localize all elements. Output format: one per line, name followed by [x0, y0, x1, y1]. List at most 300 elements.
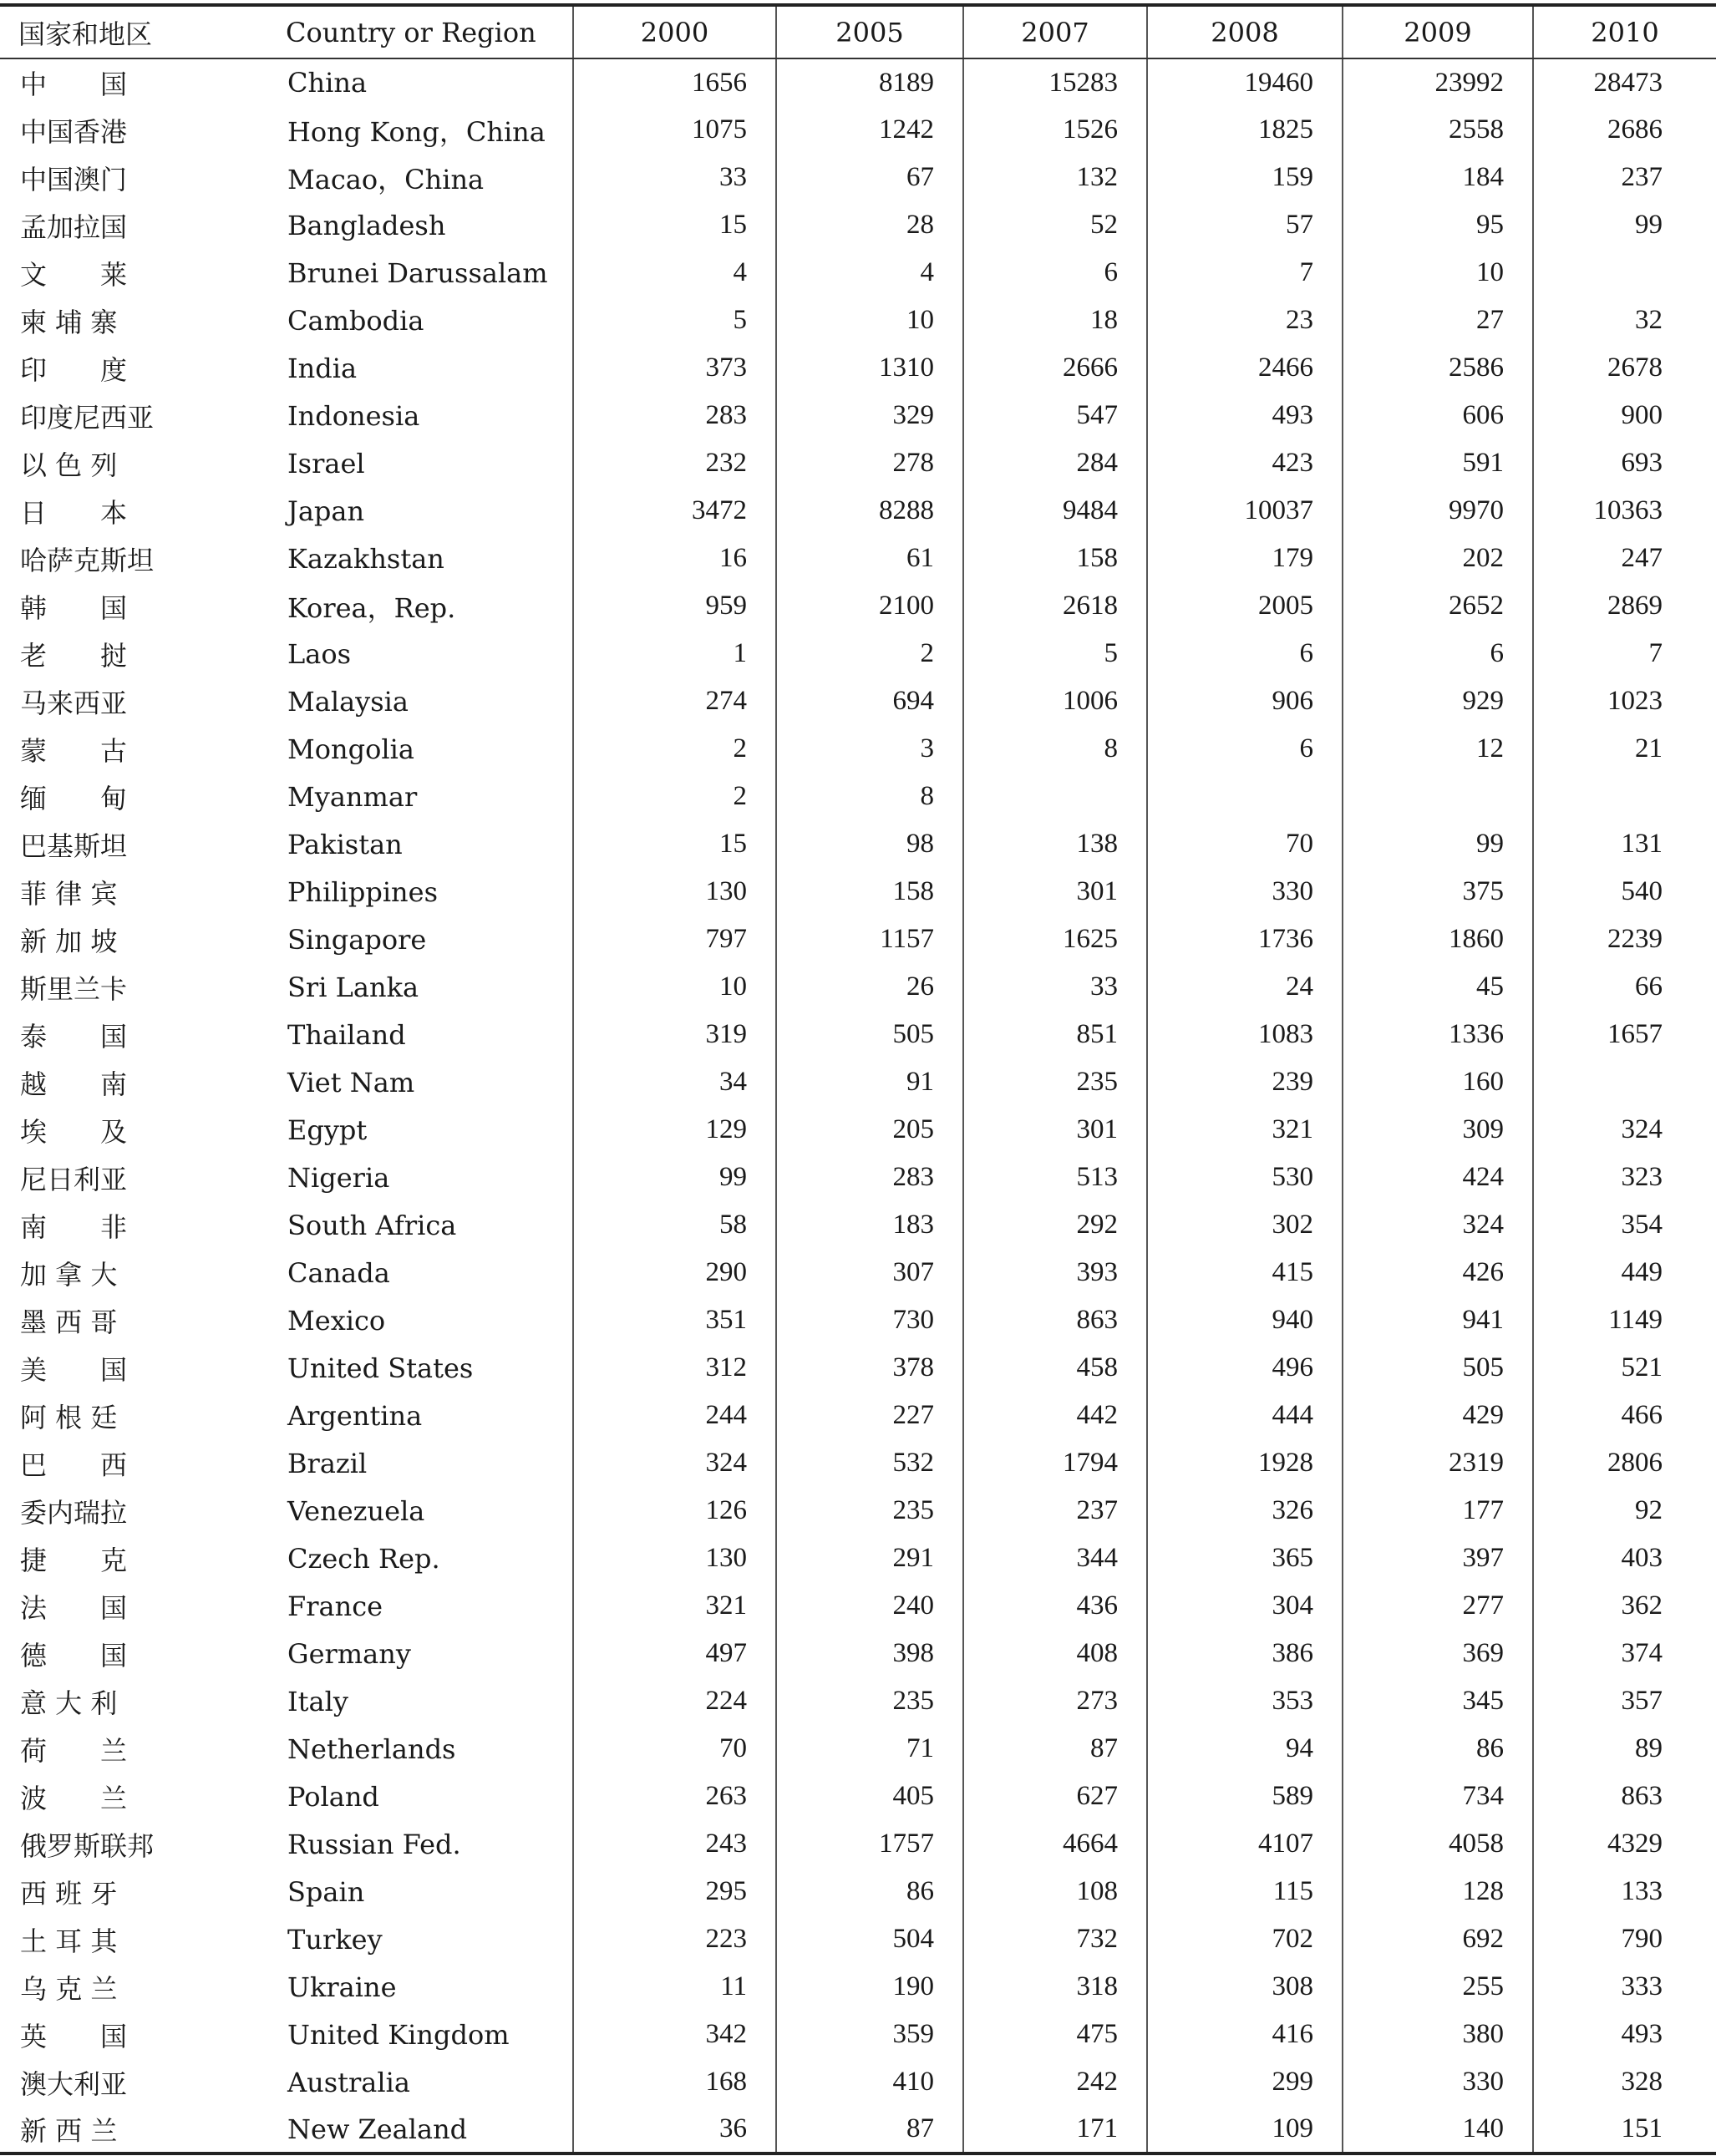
- value-2000: 232: [573, 439, 776, 487]
- header-year-2010: 2010: [1533, 5, 1716, 58]
- value-2000: 283: [573, 392, 776, 439]
- country-name-cn: 荷 兰: [20, 1734, 128, 1767]
- value-2010: 403: [1621, 1543, 1663, 1573]
- value-2010: 328: [1621, 2067, 1663, 2097]
- value-2007: 292: [963, 1201, 1147, 1249]
- value-2008: 70: [1147, 820, 1343, 868]
- value-2008: 299: [1147, 2058, 1343, 2106]
- country-name-cn: 印度尼西亚: [20, 401, 155, 434]
- value-2009: 324: [1343, 1201, 1533, 1249]
- country-name-en: New Zealand: [266, 2106, 573, 2153]
- table-row: [0, 487, 1716, 535]
- value-2008: 179: [1147, 535, 1343, 582]
- value-2005: 98: [776, 820, 963, 868]
- value-2008: 386: [1147, 1630, 1343, 1677]
- table-row: [0, 916, 1716, 963]
- value-2007: 1625: [963, 916, 1147, 963]
- value-2007: 863: [963, 1296, 1147, 1344]
- country-name-cn: 文 莱: [20, 258, 128, 291]
- value-2005: 240: [776, 1582, 963, 1630]
- country-name-en: Hong Kong，China: [266, 106, 573, 154]
- table-row: [0, 963, 1716, 1011]
- value-2007: 4664: [963, 1820, 1147, 1868]
- table-row: [0, 1677, 1716, 1725]
- country-name-en: Pakistan: [266, 820, 573, 868]
- value-2010: 2806: [1607, 1448, 1663, 1478]
- value-2005: 329: [776, 392, 963, 439]
- value-2008: 496: [1147, 1344, 1343, 1392]
- table-row: [0, 1296, 1716, 1344]
- value-2000: 4: [573, 249, 776, 297]
- value-2005: 26: [776, 963, 963, 1011]
- value-2009: 941: [1343, 1296, 1533, 1344]
- table-row: [0, 249, 1716, 297]
- value-2009: 692: [1343, 1915, 1533, 1963]
- table-row: [0, 1154, 1716, 1201]
- value-2010: [1533, 773, 1716, 820]
- country-name-en: Mongolia: [266, 725, 573, 773]
- value-2009: 505: [1343, 1344, 1533, 1392]
- table-row: [0, 201, 1716, 249]
- table-row: [0, 1773, 1716, 1820]
- country-name-en: China: [266, 58, 573, 106]
- value-2007: 18: [963, 297, 1147, 344]
- value-2005: 2: [776, 630, 963, 677]
- value-2010: 449: [1621, 1257, 1663, 1287]
- value-2000: 58: [573, 1201, 776, 1249]
- value-2007: 237: [963, 1487, 1147, 1535]
- value-2008: 365: [1147, 1535, 1343, 1582]
- country-name-en: Japan: [266, 487, 573, 535]
- value-2007: 408: [963, 1630, 1147, 1677]
- country-name-cn: 乌 克 兰: [20, 1972, 118, 2005]
- table-row: [0, 439, 1716, 487]
- value-2000: 36: [573, 2106, 776, 2153]
- country-name-en: Macao，China: [266, 154, 573, 201]
- country-name-cn: 俄罗斯联邦: [20, 1829, 155, 1862]
- value-2009: 23992: [1343, 58, 1533, 106]
- country-name-en: Nigeria: [266, 1154, 573, 1201]
- country-name-en: Ukraine: [266, 1963, 573, 2011]
- value-2007: 851: [963, 1011, 1147, 1058]
- value-2008: 94: [1147, 1725, 1343, 1773]
- country-name-en: Israel: [266, 439, 573, 487]
- country-name-en: Mexico: [266, 1296, 573, 1344]
- value-2005: 61: [776, 535, 963, 582]
- value-2007: 138: [963, 820, 1147, 868]
- value-2008: 4107: [1147, 1820, 1343, 1868]
- value-2007: 344: [963, 1535, 1147, 1582]
- value-2005: 504: [776, 1915, 963, 1963]
- country-name-en: Indonesia: [266, 392, 573, 439]
- table-row: [0, 820, 1716, 868]
- value-2009: 2319: [1343, 1439, 1533, 1487]
- value-2005: 283: [776, 1154, 963, 1201]
- value-2010: 900: [1621, 400, 1663, 430]
- value-2000: 373: [573, 344, 776, 392]
- country-name-cn: 捷 克: [20, 1544, 128, 1576]
- country-name-cn: 德 国: [20, 1639, 128, 1672]
- value-2000: 797: [573, 916, 776, 963]
- value-2009: 429: [1343, 1392, 1533, 1439]
- value-2007: 171: [963, 2106, 1147, 2153]
- value-2005: 158: [776, 868, 963, 916]
- value-2008: 1928: [1147, 1439, 1343, 1487]
- value-2007: 436: [963, 1582, 1147, 1630]
- header-year-2005: 2005: [776, 5, 963, 58]
- country-name-cn: 新 西 兰: [0, 2106, 266, 2153]
- value-2000: 15: [573, 201, 776, 249]
- value-2007: 1006: [963, 677, 1147, 725]
- value-2009: 369: [1343, 1630, 1533, 1677]
- value-2010: 333: [1621, 1971, 1663, 2001]
- value-2010: 66: [1635, 971, 1663, 1002]
- value-2009: 345: [1343, 1677, 1533, 1725]
- country-name-cn: 斯里兰卡: [20, 972, 128, 1005]
- country-name-en: Cambodia: [266, 297, 573, 344]
- country-name-cn: 印 度: [20, 353, 128, 386]
- value-2005: 3: [776, 725, 963, 773]
- country-name-en: Canada: [266, 1249, 573, 1296]
- value-2007: 132: [963, 154, 1147, 201]
- country-name-en: Venezuela: [266, 1487, 573, 1535]
- data-table: [0, 3, 1716, 2155]
- value-2008: [1147, 773, 1343, 820]
- value-2007: 458: [963, 1344, 1147, 1392]
- country-name-cn: 墨 西 哥: [20, 1306, 118, 1338]
- table-row: [0, 1725, 1716, 1773]
- value-2007: 284: [963, 439, 1147, 487]
- value-2010: 2686: [1607, 114, 1663, 145]
- value-2005: 505: [776, 1011, 963, 1058]
- table-row: [0, 154, 1716, 201]
- country-name-cn: 中 国: [20, 68, 128, 100]
- country-name-cn: 柬 埔 寨: [20, 306, 118, 338]
- table-row: [0, 1582, 1716, 1630]
- country-name-en: Singapore: [266, 916, 573, 963]
- header-year-2009: 2009: [1343, 5, 1533, 58]
- value-2010: 28473: [1593, 67, 1663, 98]
- value-2008: 7: [1147, 249, 1343, 297]
- value-2009: 184: [1343, 154, 1533, 201]
- table-row: [0, 630, 1716, 677]
- value-2008: 1825: [1147, 106, 1343, 154]
- table-row: [0, 1487, 1716, 1535]
- value-2010: 131: [1621, 829, 1663, 859]
- value-2010: 693: [1621, 448, 1663, 478]
- table-row: [0, 1344, 1716, 1392]
- value-2010: 374: [1621, 1638, 1663, 1668]
- value-2009: 140: [1343, 2106, 1533, 2153]
- value-2009: 4058: [1343, 1820, 1533, 1868]
- country-name-cn: 英 国: [20, 2020, 128, 2052]
- value-2009: 99: [1343, 820, 1533, 868]
- table-row: [0, 725, 1716, 773]
- value-2007: 158: [963, 535, 1147, 582]
- value-2010: 151: [1533, 2106, 1716, 2153]
- value-2010: 1657: [1607, 1019, 1663, 1049]
- value-2007: 2666: [963, 344, 1147, 392]
- table-row: [0, 868, 1716, 916]
- country-name-en: Viet Nam: [266, 1058, 573, 1106]
- value-2005: 86: [776, 1868, 963, 1915]
- value-2008: 159: [1147, 154, 1343, 201]
- value-2009: 606: [1343, 392, 1533, 439]
- country-name-cn: 以 色 列: [20, 449, 118, 481]
- value-2007: 8: [963, 725, 1147, 773]
- value-2005: 410: [776, 2058, 963, 2106]
- country-name-en: Korea，Rep.: [266, 582, 573, 630]
- value-2000: 1075: [573, 106, 776, 154]
- value-2009: 177: [1343, 1487, 1533, 1535]
- value-2008: 57: [1147, 201, 1343, 249]
- header-year-2000: 2000: [573, 5, 776, 58]
- value-2007: [963, 773, 1147, 820]
- value-2005: 71: [776, 1725, 963, 1773]
- value-2005: 8288: [776, 487, 963, 535]
- table-row: [0, 1630, 1716, 1677]
- value-2010: 10363: [1593, 495, 1663, 525]
- value-2000: 34: [573, 1058, 776, 1106]
- value-2000: 33: [573, 154, 776, 201]
- country-name-en: Turkey: [266, 1915, 573, 1963]
- country-name-cn: 中国香港: [20, 115, 128, 148]
- value-2005: 278: [776, 439, 963, 487]
- table-row: [0, 1201, 1716, 1249]
- value-2005: 8: [776, 773, 963, 820]
- value-2007: 1526: [963, 106, 1147, 154]
- value-2005: 398: [776, 1630, 963, 1677]
- value-2007: 6: [963, 249, 1147, 297]
- value-2000: 130: [573, 868, 776, 916]
- country-name-cn: 土 耳 其: [20, 1925, 118, 1957]
- value-2010: 540: [1621, 876, 1663, 906]
- value-2010: 790: [1621, 1924, 1663, 1954]
- value-2005: 87: [776, 2106, 963, 2153]
- value-2005: 91: [776, 1058, 963, 1106]
- value-2008: 353: [1147, 1677, 1343, 1725]
- header-country-cn: 国家和地区: [0, 5, 266, 58]
- country-name-cn: 意 大 利: [20, 1687, 118, 1719]
- value-2010: 362: [1621, 1590, 1663, 1621]
- value-2000: 5: [573, 297, 776, 344]
- country-name-en: Czech Rep.: [266, 1535, 573, 1582]
- country-name-cn: 南 非: [20, 1210, 128, 1243]
- value-2007: 235: [963, 1058, 1147, 1106]
- value-2005: 8189: [776, 58, 963, 106]
- table-row: [0, 773, 1716, 820]
- country-name-en: United States: [266, 1344, 573, 1392]
- value-2008: 6: [1147, 725, 1343, 773]
- country-name-en: Brunei Darussalam: [266, 249, 573, 297]
- country-name-cn: 阿 根 廷: [20, 1401, 118, 1433]
- country-name-cn: 老 挝: [20, 639, 128, 672]
- value-2007: 732: [963, 1915, 1147, 1963]
- country-name-en: Germany: [266, 1630, 573, 1677]
- value-2010: 7: [1648, 638, 1663, 668]
- value-2007: 87: [963, 1725, 1147, 1773]
- value-2010: 21: [1635, 733, 1663, 763]
- value-2008: 115: [1147, 1868, 1343, 1915]
- value-2000: 130: [573, 1535, 776, 1582]
- value-2007: 9484: [963, 487, 1147, 535]
- value-2009: 12: [1343, 725, 1533, 773]
- value-2000: 324: [573, 1439, 776, 1487]
- country-name-cn: 新 加 坡: [20, 925, 118, 957]
- value-2000: 959: [573, 582, 776, 630]
- country-name-en: South Africa: [266, 1201, 573, 1249]
- value-2005: 67: [776, 154, 963, 201]
- value-2009: [1343, 773, 1533, 820]
- value-2009: 330: [1343, 2058, 1533, 2106]
- country-name-en: Myanmar: [266, 773, 573, 820]
- country-name-en: Thailand: [266, 1011, 573, 1058]
- value-2009: 2586: [1343, 344, 1533, 392]
- country-name-cn: 美 国: [20, 1353, 128, 1386]
- country-name-cn: 马来西亚: [20, 687, 128, 719]
- country-name-en: Australia: [266, 2058, 573, 2106]
- value-2007: 273: [963, 1677, 1147, 1725]
- value-2007: 442: [963, 1392, 1147, 1439]
- value-2000: 312: [573, 1344, 776, 1392]
- country-name-en: Egypt: [266, 1106, 573, 1154]
- value-2009: 6: [1343, 630, 1533, 677]
- table-row: [0, 106, 1716, 154]
- value-2008: 239: [1147, 1058, 1343, 1106]
- value-2010: 493: [1621, 2019, 1663, 2049]
- table-row: [0, 1535, 1716, 1582]
- country-name-cn: 澳大利亚: [20, 2067, 128, 2100]
- country-name-cn: 中国澳门: [20, 163, 128, 195]
- value-2005: 1157: [776, 916, 963, 963]
- value-2010: 237: [1621, 162, 1663, 192]
- value-2008: 10037: [1147, 487, 1343, 535]
- header-row: [0, 5, 1716, 58]
- value-2007: 108: [963, 1868, 1147, 1915]
- value-2008: 940: [1147, 1296, 1343, 1344]
- value-2009: 128: [1343, 1868, 1533, 1915]
- value-2000: 70: [573, 1725, 776, 1773]
- value-2005: 28: [776, 201, 963, 249]
- country-name-en: Brazil: [266, 1439, 573, 1487]
- value-2010: [1533, 249, 1716, 297]
- value-2007: 475: [963, 2011, 1147, 2058]
- table-row: [0, 1439, 1716, 1487]
- value-2010: 32: [1635, 305, 1663, 335]
- country-name-cn: 越 南: [20, 1068, 128, 1100]
- value-2010: 99: [1635, 210, 1663, 240]
- value-2005: 235: [776, 1487, 963, 1535]
- value-2000: 10: [573, 963, 776, 1011]
- value-2000: 99: [573, 1154, 776, 1201]
- value-2010: 323: [1621, 1162, 1663, 1192]
- value-2005: 1242: [776, 106, 963, 154]
- value-2009: 1860: [1343, 916, 1533, 963]
- country-name-en: Argentina: [266, 1392, 573, 1439]
- value-2008: 1083: [1147, 1011, 1343, 1058]
- value-2007: 513: [963, 1154, 1147, 1201]
- value-2000: 168: [573, 2058, 776, 2106]
- table-row: [0, 1963, 1716, 2011]
- value-2007: 627: [963, 1773, 1147, 1820]
- table-row: [0, 2011, 1716, 2058]
- country-name-cn: 菲 律 宾: [20, 877, 118, 910]
- value-2005: 730: [776, 1296, 963, 1344]
- country-name-en: Sri Lanka: [266, 963, 573, 1011]
- value-2009: 397: [1343, 1535, 1533, 1582]
- value-2008: 415: [1147, 1249, 1343, 1296]
- value-2009: 277: [1343, 1582, 1533, 1630]
- value-2007: 33: [963, 963, 1147, 1011]
- country-name-cn: 波 兰: [20, 1782, 128, 1814]
- table-row: [0, 582, 1716, 630]
- value-2009: 9970: [1343, 487, 1533, 535]
- value-2000: 3472: [573, 487, 776, 535]
- value-2008: 493: [1147, 392, 1343, 439]
- value-2008: 330: [1147, 868, 1343, 916]
- value-2007: 301: [963, 1106, 1147, 1154]
- value-2008: 23: [1147, 297, 1343, 344]
- value-2009: 2652: [1343, 582, 1533, 630]
- value-2007: 242: [963, 2058, 1147, 2106]
- value-2009: 202: [1343, 535, 1533, 582]
- value-2010: 4329: [1607, 1829, 1663, 1859]
- country-name-en: Malaysia: [266, 677, 573, 725]
- value-2000: 2: [573, 725, 776, 773]
- value-2010: 92: [1635, 1495, 1663, 1525]
- value-2005: 10: [776, 297, 963, 344]
- value-2008: 530: [1147, 1154, 1343, 1201]
- country-name-cn: 缅 甸: [20, 782, 128, 814]
- value-2007: 547: [963, 392, 1147, 439]
- value-2008: 321: [1147, 1106, 1343, 1154]
- value-2000: 290: [573, 1249, 776, 1296]
- country-name-cn: 蒙 古: [20, 734, 128, 767]
- country-name-cn: 孟加拉国: [20, 211, 128, 243]
- value-2005: 1310: [776, 344, 963, 392]
- country-name-en: Russian Fed.: [266, 1820, 573, 1868]
- table-row: [0, 2106, 1716, 2153]
- value-2000: 2: [573, 773, 776, 820]
- table-row: [0, 2058, 1716, 2106]
- value-2005: 4: [776, 249, 963, 297]
- value-2008: 326: [1147, 1487, 1343, 1535]
- table-row: [0, 1868, 1716, 1915]
- value-2009: 95: [1343, 201, 1533, 249]
- country-name-en: Laos: [266, 630, 573, 677]
- value-2008: 6: [1147, 630, 1343, 677]
- value-2009: 380: [1343, 2011, 1533, 2058]
- value-2008: 1736: [1147, 916, 1343, 963]
- value-2008: 423: [1147, 439, 1343, 487]
- table-body: [0, 58, 1716, 2153]
- value-2007: 52: [963, 201, 1147, 249]
- value-2000: 342: [573, 2011, 776, 2058]
- table-row: [0, 1392, 1716, 1439]
- value-2010: [1533, 1058, 1716, 1106]
- table-row: [0, 297, 1716, 344]
- value-2008: 2005: [1147, 582, 1343, 630]
- value-2005: 378: [776, 1344, 963, 1392]
- table-row: [0, 1820, 1716, 1868]
- table-row: [0, 392, 1716, 439]
- value-2009: 426: [1343, 1249, 1533, 1296]
- value-2005: 359: [776, 2011, 963, 2058]
- value-2005: 532: [776, 1439, 963, 1487]
- value-2007: 5: [963, 630, 1147, 677]
- value-2010: 2678: [1607, 353, 1663, 383]
- value-2007: 1794: [963, 1439, 1147, 1487]
